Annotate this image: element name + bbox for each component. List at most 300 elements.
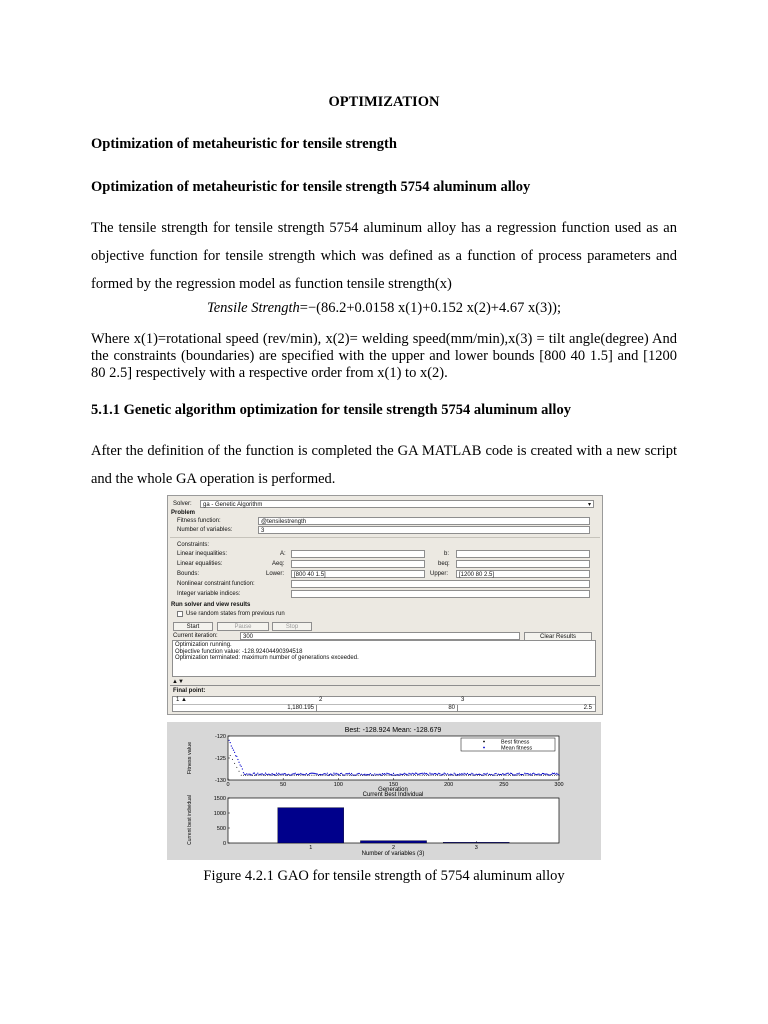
mean-fitness-point: [339, 774, 340, 775]
mean-fitness-point: [251, 774, 252, 775]
best-fitness-point: [550, 775, 551, 776]
mean-fitness-point: [416, 773, 417, 774]
pause-button[interactable]: Pause: [217, 622, 269, 631]
random-states-label: Use random states from previous run: [186, 611, 285, 617]
mean-fitness-point: [284, 773, 285, 774]
mean-fitness-point: [364, 774, 365, 775]
log-line: Optimization terminated: maximum number of generations exceeded.: [175, 655, 359, 661]
nonlinear-constraint-label: Nonlinear constraint function:: [177, 581, 255, 587]
mean-fitness-point: [348, 773, 349, 774]
mean-fitness-point: [232, 748, 233, 749]
mean-fitness-point: [286, 774, 287, 775]
mean-fitness-point: [390, 774, 391, 775]
mean-fitness-point: [544, 774, 545, 775]
best-fitness-point: [408, 775, 409, 776]
mean-fitness-point: [533, 773, 534, 774]
best-fitness-point: [530, 775, 531, 776]
best-fitness-point: [431, 775, 432, 776]
best-fitness-point: [422, 775, 423, 776]
best-fitness-point: [230, 755, 231, 756]
fitness-chart-xlabel: Generation: [378, 787, 408, 793]
mean-fitness-point: [526, 773, 527, 774]
mean-fitness-point: [454, 773, 455, 774]
integer-indices-label: Integer variable indices:: [177, 591, 241, 597]
mean-fitness-point: [411, 774, 412, 775]
mean-fitness-point: [311, 773, 312, 774]
mean-fitness-point: [337, 773, 338, 774]
best-fitness-point: [245, 775, 246, 776]
mean-fitness-point: [295, 773, 296, 774]
mean-fitness-point: [459, 773, 460, 774]
best-fitness-point: [386, 775, 387, 776]
final-point-table: [172, 696, 596, 712]
x-tick-label: 200: [444, 782, 454, 788]
mean-fitness-point: [273, 774, 274, 775]
mean-fitness-point: [500, 774, 501, 775]
mean-fitness-point: [356, 774, 357, 775]
nvars-label: Number of variables:: [177, 527, 233, 533]
upper-bounds-input[interactable]: [1200 80 2.5]: [456, 570, 590, 578]
splitter: [170, 685, 600, 686]
best-fitness-point: [475, 775, 476, 776]
mean-fitness-point: [543, 773, 544, 774]
b-input[interactable]: [456, 550, 590, 558]
mean-fitness-point: [489, 774, 490, 775]
mean-fitness-point: [341, 773, 342, 774]
best-fitness-point: [316, 775, 317, 776]
mean-fitness-point: [302, 774, 303, 775]
best-fitness-point: [298, 775, 299, 776]
mean-fitness-point: [262, 773, 263, 774]
problem-label: Problem: [171, 510, 196, 516]
mean-fitness-point: [394, 775, 395, 776]
best-fitness-point: [525, 775, 526, 776]
best-fitness-point: [448, 775, 449, 776]
best-fitness-point: [483, 775, 484, 776]
mean-fitness-point: [319, 774, 320, 775]
best-fitness-point: [307, 775, 308, 776]
bar-variable-3: [443, 842, 509, 843]
best-fitness-point: [532, 775, 533, 776]
best-fitness-point: [247, 775, 248, 776]
best-fitness-point: [470, 775, 471, 776]
best-fitness-point: [521, 775, 522, 776]
mean-fitness-point: [359, 773, 360, 774]
best-fitness-point: [250, 775, 251, 776]
best-fitness-point: [367, 775, 368, 776]
mean-fitness-point: [494, 773, 495, 774]
mean-fitness-point: [540, 774, 541, 775]
best-fitness-point: [331, 775, 332, 776]
solver-value: ga - Genetic Algorithm: [203, 502, 263, 508]
equation-lhs: Tensile Strength: [207, 300, 300, 316]
mean-fitness-point: [237, 759, 238, 760]
cell-divider: [316, 705, 317, 712]
mean-fitness-point: [327, 773, 328, 774]
mean-fitness-point: [288, 774, 289, 775]
best-fitness-point: [276, 775, 277, 776]
mean-fitness-point: [297, 774, 298, 775]
mean-fitness-point: [537, 773, 538, 774]
mean-fitness-point: [510, 773, 511, 774]
best-fitness-point: [327, 775, 328, 776]
best-fitness-point: [382, 775, 383, 776]
best-fitness-point: [329, 775, 330, 776]
best-fitness-point: [424, 775, 425, 776]
best-fitness-point: [455, 775, 456, 776]
mean-fitness-point: [332, 774, 333, 775]
cell-divider: [457, 705, 458, 712]
mean-fitness-point: [376, 774, 377, 775]
y-tick-label: 1500: [213, 796, 226, 802]
lower-bounds-input[interactable]: [800 40 1.5]: [291, 570, 425, 578]
mean-fitness-point: [456, 775, 457, 776]
mean-fitness-point: [462, 774, 463, 775]
mean-fitness-point: [393, 773, 394, 774]
mean-fitness-point: [236, 756, 237, 757]
start-button[interactable]: Start: [173, 622, 213, 631]
legend-marker-best: [483, 741, 485, 743]
best-fitness-point: [508, 775, 509, 776]
best-fitness-point: [413, 775, 414, 776]
best-fitness-point: [488, 775, 489, 776]
mean-fitness-point: [503, 774, 504, 775]
best-fitness-point: [336, 775, 337, 776]
best-fitness-point: [543, 775, 544, 776]
mean-fitness-point: [340, 773, 341, 774]
mean-fitness-point: [535, 774, 536, 775]
best-fitness-point: [371, 775, 372, 776]
mean-fitness-point: [253, 773, 254, 774]
beq-input[interactable]: [456, 560, 590, 568]
a-input[interactable]: [291, 550, 425, 558]
mean-fitness-point: [315, 773, 316, 774]
mean-fitness-point: [539, 773, 540, 774]
table-header-3[interactable]: 3: [461, 697, 465, 703]
mean-fitness-point: [306, 773, 307, 774]
mean-fitness-point: [264, 774, 265, 775]
best-fitness-point: [287, 775, 288, 776]
mean-fitness-point: [493, 774, 494, 775]
solver-label: Solver:: [173, 501, 192, 507]
mean-fitness-point: [374, 773, 375, 774]
table-row: [173, 705, 595, 712]
best-fitness-point: [439, 775, 440, 776]
best-fitness-point: [501, 775, 502, 776]
chevron-down-icon: ▾: [587, 502, 591, 508]
best-fitness-point: [554, 775, 555, 776]
mean-fitness-point: [354, 775, 355, 776]
mean-fitness-point: [324, 773, 325, 774]
best-fitness-point: [239, 771, 240, 772]
mean-fitness-point: [487, 773, 488, 774]
current-iteration-label: Current iteration:: [173, 633, 218, 639]
mean-fitness-point: [423, 773, 424, 774]
mean-fitness-point: [420, 773, 421, 774]
y-tick-label: -130: [214, 778, 226, 784]
mean-fitness-point: [551, 774, 552, 775]
beq-label: beq:: [438, 561, 450, 567]
ga-tool-panel: [167, 495, 603, 715]
heading-ga-optimization: 5.1.1 Genetic algorithm optimization for tensile strength 5754 aluminum alloy: [91, 402, 571, 418]
mean-fitness-point: [234, 752, 235, 753]
solver-select[interactable]: [200, 500, 594, 508]
best-fitness-point: [464, 775, 465, 776]
mean-fitness-point: [480, 774, 481, 775]
mean-fitness-point: [552, 773, 553, 774]
paragraph-ga-script: After the definition of the function is completed the GA MATLAB code is created with a new script and the whole GA operation is performed.: [91, 443, 677, 487]
best-fitness-point: [274, 775, 275, 776]
current-iteration-field: 300: [240, 632, 520, 640]
legend-label-mean: Mean fitness: [501, 745, 533, 752]
mean-fitness-point: [519, 773, 520, 774]
aeq-label: Aeq:: [272, 561, 285, 567]
log-line: Objective function value: -128.92404490394518: [175, 648, 303, 655]
individual-chart-title: Current Best Individual: [362, 792, 424, 798]
mean-fitness-point: [299, 774, 300, 775]
x-tick-label: 300: [554, 782, 564, 788]
resize-arrows-icon[interactable]: ▲▼: [172, 679, 184, 685]
best-fitness-point: [450, 775, 451, 776]
mean-fitness-point: [290, 775, 291, 776]
best-fitness-point: [241, 775, 242, 776]
best-fitness-point: [384, 775, 385, 776]
mean-fitness-point: [241, 766, 242, 767]
mean-fitness-point: [524, 773, 525, 774]
mean-fitness-point: [249, 774, 250, 775]
best-fitness-point: [547, 775, 548, 776]
x-tick-label: 1: [309, 845, 313, 851]
aeq-input[interactable]: [291, 560, 425, 568]
mean-fitness-point: [458, 774, 459, 775]
fitness-chart-title: Best: -128.924 Mean: -128.679: [344, 727, 442, 734]
best-fitness-point: [400, 775, 401, 776]
best-fitness-point: [269, 775, 270, 776]
mean-fitness-point: [511, 773, 512, 774]
mean-fitness-point: [387, 773, 388, 774]
best-fitness-point: [490, 775, 491, 776]
best-fitness-point: [252, 775, 253, 776]
mean-fitness-point: [401, 774, 402, 775]
best-fitness-point: [523, 775, 524, 776]
mean-fitness-point: [556, 773, 557, 774]
mean-fitness-point: [358, 773, 359, 774]
best-fitness-point: [364, 775, 365, 776]
mean-fitness-point: [270, 774, 271, 775]
mean-fitness-point: [333, 773, 334, 774]
mean-fitness-point: [403, 773, 404, 774]
mean-fitness-point: [451, 774, 452, 775]
best-fitness-point: [433, 775, 434, 776]
mean-fitness-point: [345, 773, 346, 774]
mean-fitness-point: [300, 773, 301, 774]
best-fitness-point: [375, 775, 376, 776]
best-fitness-point: [461, 775, 462, 776]
best-fitness-point: [362, 775, 363, 776]
mean-fitness-point: [440, 775, 441, 776]
mean-fitness-point: [455, 774, 456, 775]
x-tick-label: 2: [391, 845, 396, 851]
mean-fitness-point: [396, 774, 397, 775]
y-tick-label: 0: [222, 841, 226, 847]
mean-fitness-point: [418, 774, 419, 775]
best-fitness-point: [347, 775, 348, 776]
y-tick-label: -120: [214, 734, 226, 740]
mean-fitness-point: [385, 774, 386, 775]
best-fitness-point: [353, 775, 354, 776]
mean-fitness-point: [464, 773, 465, 774]
mean-fitness-point: [254, 773, 255, 774]
nvars-input[interactable]: 3: [258, 526, 590, 534]
mean-fitness-point: [368, 774, 369, 775]
best-fitness-point: [267, 775, 268, 776]
mean-fitness-point: [294, 773, 295, 774]
mean-fitness-point: [316, 773, 317, 774]
x-tick-label: 100: [333, 782, 343, 788]
mean-fitness-point: [384, 773, 385, 774]
mean-fitness-point: [248, 773, 249, 774]
mean-fitness-point: [404, 773, 405, 774]
x-tick-label: 250: [499, 782, 509, 788]
mean-fitness-point: [352, 774, 353, 775]
integer-indices-input[interactable]: [291, 590, 590, 598]
mean-fitness-point: [504, 774, 505, 775]
mean-fitness-point: [275, 775, 276, 776]
best-fitness-point: [559, 775, 560, 776]
table-header-1[interactable]: 1 ▲: [176, 697, 187, 703]
mean-fitness-point: [516, 773, 517, 774]
mean-fitness-point: [388, 773, 389, 774]
mean-fitness-point: [259, 774, 260, 775]
mean-fitness-point: [412, 773, 413, 774]
y-tick-label: 500: [216, 826, 226, 832]
best-fitness-point: [556, 775, 557, 776]
best-fitness-point: [397, 775, 398, 776]
best-fitness-point: [442, 775, 443, 776]
mean-fitness-point: [370, 773, 371, 774]
best-fitness-point: [428, 775, 429, 776]
mean-fitness-point: [447, 773, 448, 774]
mean-fitness-point: [472, 773, 473, 774]
paragraph-variables: Where x(1)=rotational speed (rev/min), x(2)= welding speed(mm/min),x(3) = tilt angle(degree) And the constraints (boundaries) are specified with the upper and lower bounds [800 40 1.5] and [1200 80 2.5] respectively with a respective order from x(1) to x(2).: [91, 331, 677, 381]
mean-fitness-point: [408, 773, 409, 774]
mean-fitness-point: [479, 774, 480, 775]
mean-fitness-point: [279, 774, 280, 775]
best-fitness-point: [294, 775, 295, 776]
nonlinear-constraint-input[interactable]: [291, 580, 590, 588]
best-fitness-point: [457, 775, 458, 776]
table-cell-3: 2.5: [583, 705, 592, 711]
paragraph-regression: The tensile strength for tensile strength 5754 aluminum alloy has a regression function used as an objective function for tensile strength which was defined as a function of process parameters and formed by the regression model as function tensile strength(x): [91, 220, 677, 292]
table-header-2[interactable]: 2: [319, 697, 323, 703]
mean-fitness-point: [383, 774, 384, 775]
mean-fitness-point: [484, 774, 485, 775]
best-fitness-point: [512, 775, 513, 776]
mean-fitness-point: [513, 774, 514, 775]
mean-fitness-point: [518, 773, 519, 774]
best-fitness-point: [393, 775, 394, 776]
best-fitness-point: [342, 775, 343, 776]
mean-fitness-point: [351, 773, 352, 774]
mean-fitness-point: [230, 742, 231, 743]
mean-fitness-point: [334, 774, 335, 775]
mean-fitness-point: [528, 773, 529, 774]
individual-chart-ylabel: Current best individual: [187, 795, 193, 845]
mean-fitness-point: [445, 773, 446, 774]
mean-fitness-point: [244, 774, 245, 775]
final-point-label: Final point:: [173, 688, 206, 694]
best-fitness-point: [289, 775, 290, 776]
linear-equalities-label: Linear equalities:: [177, 561, 223, 567]
mean-fitness-point: [398, 775, 399, 776]
mean-fitness-point: [507, 773, 508, 774]
a-label: A:: [280, 551, 286, 557]
mean-fitness-point: [312, 773, 313, 774]
mean-fitness-point: [285, 773, 286, 774]
best-fitness-point: [263, 775, 264, 776]
mean-fitness-point: [534, 773, 535, 774]
mean-fitness-point: [235, 755, 236, 756]
mean-fitness-point: [330, 773, 331, 774]
constraints-label: Constraints:: [177, 542, 210, 548]
best-fitness-point: [466, 775, 467, 776]
best-fitness-point: [378, 775, 379, 776]
best-fitness-point: [309, 775, 310, 776]
mean-fitness-point: [281, 773, 282, 774]
mean-fitness-point: [238, 762, 239, 763]
mean-fitness-point: [525, 773, 526, 774]
mean-fitness-point: [422, 773, 423, 774]
bar-variable-1: [278, 808, 344, 843]
best-fitness-point: [486, 775, 487, 776]
mean-fitness-point: [508, 773, 509, 774]
best-fitness-point: [318, 775, 319, 776]
best-fitness-point: [305, 775, 306, 776]
mean-fitness-point: [554, 773, 555, 774]
fitness-function-input[interactable]: @tensilestrength: [258, 517, 590, 525]
mean-fitness-point: [438, 773, 439, 774]
best-fitness-point: [283, 775, 284, 776]
status-log: [172, 640, 596, 677]
mean-fitness-point: [515, 774, 516, 775]
stop-button[interactable]: Stop: [272, 622, 312, 631]
y-tick-label: -125: [214, 756, 226, 762]
mean-fitness-point: [233, 750, 234, 751]
mean-fitness-point: [425, 773, 426, 774]
mean-fitness-point: [520, 774, 521, 775]
random-states-checkbox[interactable]: [177, 611, 183, 617]
best-fitness-point: [492, 775, 493, 776]
best-fitness-point: [325, 775, 326, 776]
mean-fitness-point: [328, 775, 329, 776]
best-fitness-point: [497, 775, 498, 776]
clear-results-button[interactable]: Clear Results: [524, 632, 592, 641]
mean-fitness-point: [243, 772, 244, 773]
mean-fitness-point: [382, 773, 383, 774]
best-fitness-point: [517, 775, 518, 776]
mean-fitness-point: [432, 773, 433, 774]
y-tick-label: 1000: [213, 811, 226, 817]
best-fitness-point: [534, 775, 535, 776]
best-fitness-point: [426, 775, 427, 776]
best-fitness-point: [303, 775, 304, 776]
mean-fitness-point: [413, 773, 414, 774]
best-fitness-point: [340, 775, 341, 776]
best-fitness-point: [406, 775, 407, 776]
mean-fitness-point: [310, 773, 311, 774]
upper-label: Upper:: [430, 571, 449, 577]
best-fitness-point: [446, 775, 447, 776]
